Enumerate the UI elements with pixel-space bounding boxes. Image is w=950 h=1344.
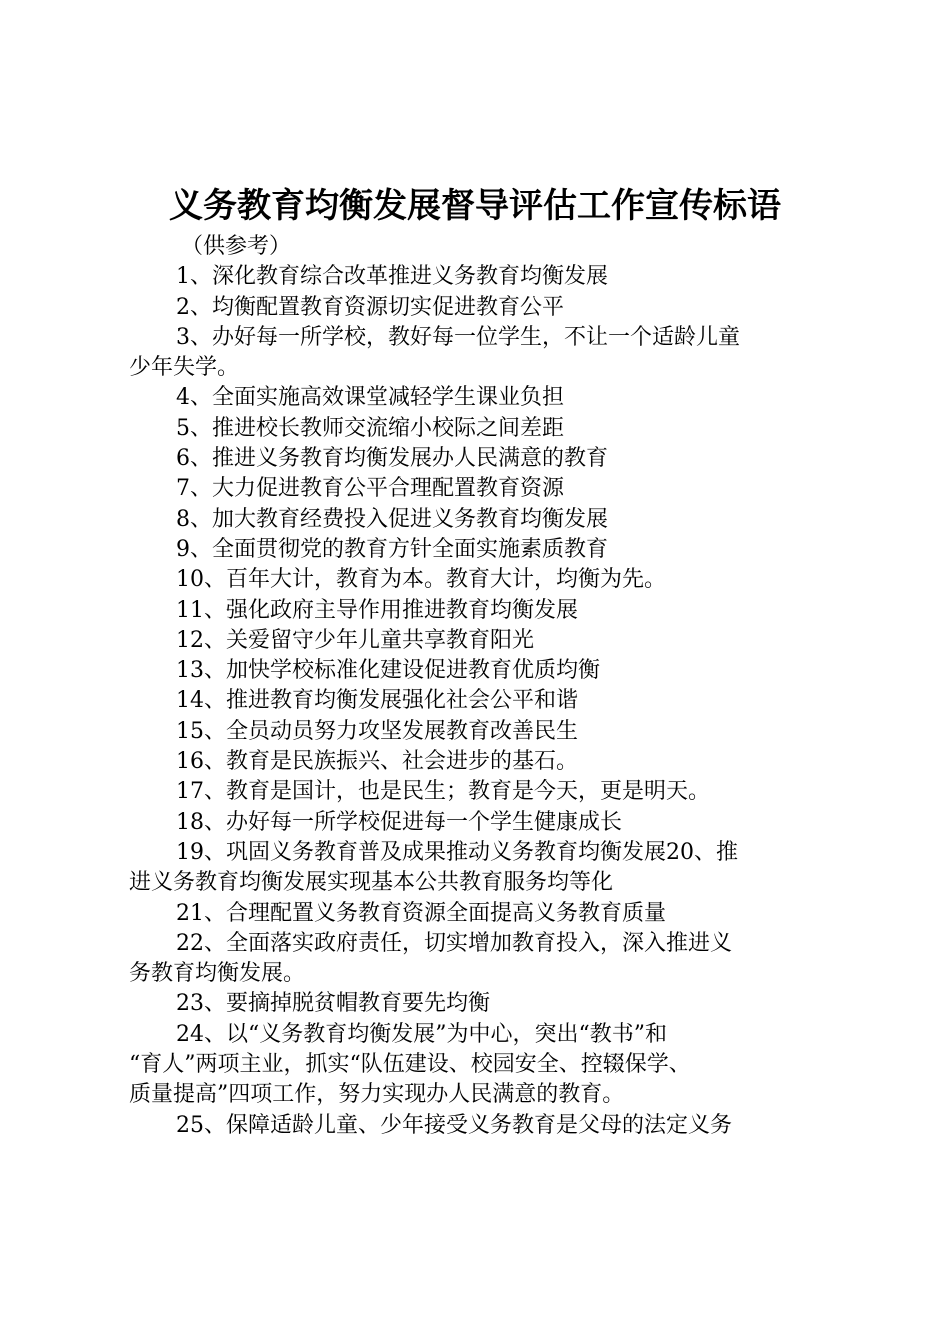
document-title: 义务教育均衡发展督导评估工作宣传标语 xyxy=(169,186,781,226)
slogan-line: 13、加快学校标准化建设促进教育优质均衡 xyxy=(176,658,600,684)
slogan-line: 14、推进教育均衡发展强化社会公平和谐 xyxy=(176,688,578,714)
slogan-line-continued: 进义务教育均衡发展实现基本公共教育服务均等化 xyxy=(129,870,614,896)
slogan-line: 12、关爱留守少年儿童共享教育阳光 xyxy=(176,627,534,653)
slogan-line: 4、全面实施高效课堂减轻学生课业负担 xyxy=(176,385,564,411)
slogan-line: 8、加大教育经费投入促进义务教育均衡发展 xyxy=(176,506,608,532)
slogan-line: 19、巩固义务教育普及成果推动义务教育均衡发展20、推 xyxy=(176,839,738,865)
slogan-line: 16、教育是民族振兴、社会进步的基石。 xyxy=(176,749,578,775)
slogan-line: 17、教育是国计，也是民生；教育是今天，更是明天。 xyxy=(176,779,710,805)
slogan-line: 22、全面落实政府责任，切实增加教育投入，深入推进义 xyxy=(176,930,732,956)
slogan-line: 24、以“义务教育均衡发展”为中心，突出“教书”和 xyxy=(176,1021,667,1047)
slogan-line: 9、全面贯彻党的教育方针全面实施素质教育 xyxy=(176,536,608,562)
slogan-line: 23、要摘掉脱贫帽教育要先均衡 xyxy=(176,991,490,1017)
slogan-line: 5、推进校长教师交流缩小校际之间差距 xyxy=(176,415,564,441)
slogan-line: 10、百年大计，教育为本。教育大计，均衡为先。 xyxy=(176,567,666,593)
slogan-line: 1、深化教育综合改革推进义务教育均衡发展 xyxy=(176,264,608,290)
slogan-line: 25、保障适龄儿童、少年接受义务教育是父母的法定义务 xyxy=(176,1112,732,1138)
slogan-line: 2、均衡配置教育资源切实促进教育公平 xyxy=(176,294,564,320)
reference-note: （供参考） xyxy=(181,234,292,259)
slogan-line: 18、办好每一所学校促进每一个学生健康成长 xyxy=(176,809,622,835)
slogan-line-continued: 质量提高”四项工作，努力实现办人民满意的教育。 xyxy=(129,1082,625,1108)
slogan-line: 15、全员动员努力攻坚发展教育改善民生 xyxy=(176,718,578,744)
slogan-line: 11、强化政府主导作用推进教育均衡发展 xyxy=(176,597,578,623)
document-body xyxy=(129,232,834,1141)
slogan-line: 3、办好每一所学校，教好每一位学生，不让一个适龄儿童 xyxy=(176,324,740,350)
slogan-line: 21、合理配置义务教育资源全面提高义务教育质量 xyxy=(176,900,666,926)
slogan-line-continued: 少年失学。 xyxy=(129,355,240,381)
slogan-line-continued: “育人”两项主业，抓实“队伍建设、校园安全、控辍保学、 xyxy=(129,1052,691,1078)
slogan-line: 7、大力促进教育公平合理配置教育资源 xyxy=(176,476,564,502)
slogan-line: 6、推进义务教育均衡发展办人民满意的教育 xyxy=(176,446,608,472)
slogan-line-continued: 务教育均衡发展。 xyxy=(129,961,306,987)
